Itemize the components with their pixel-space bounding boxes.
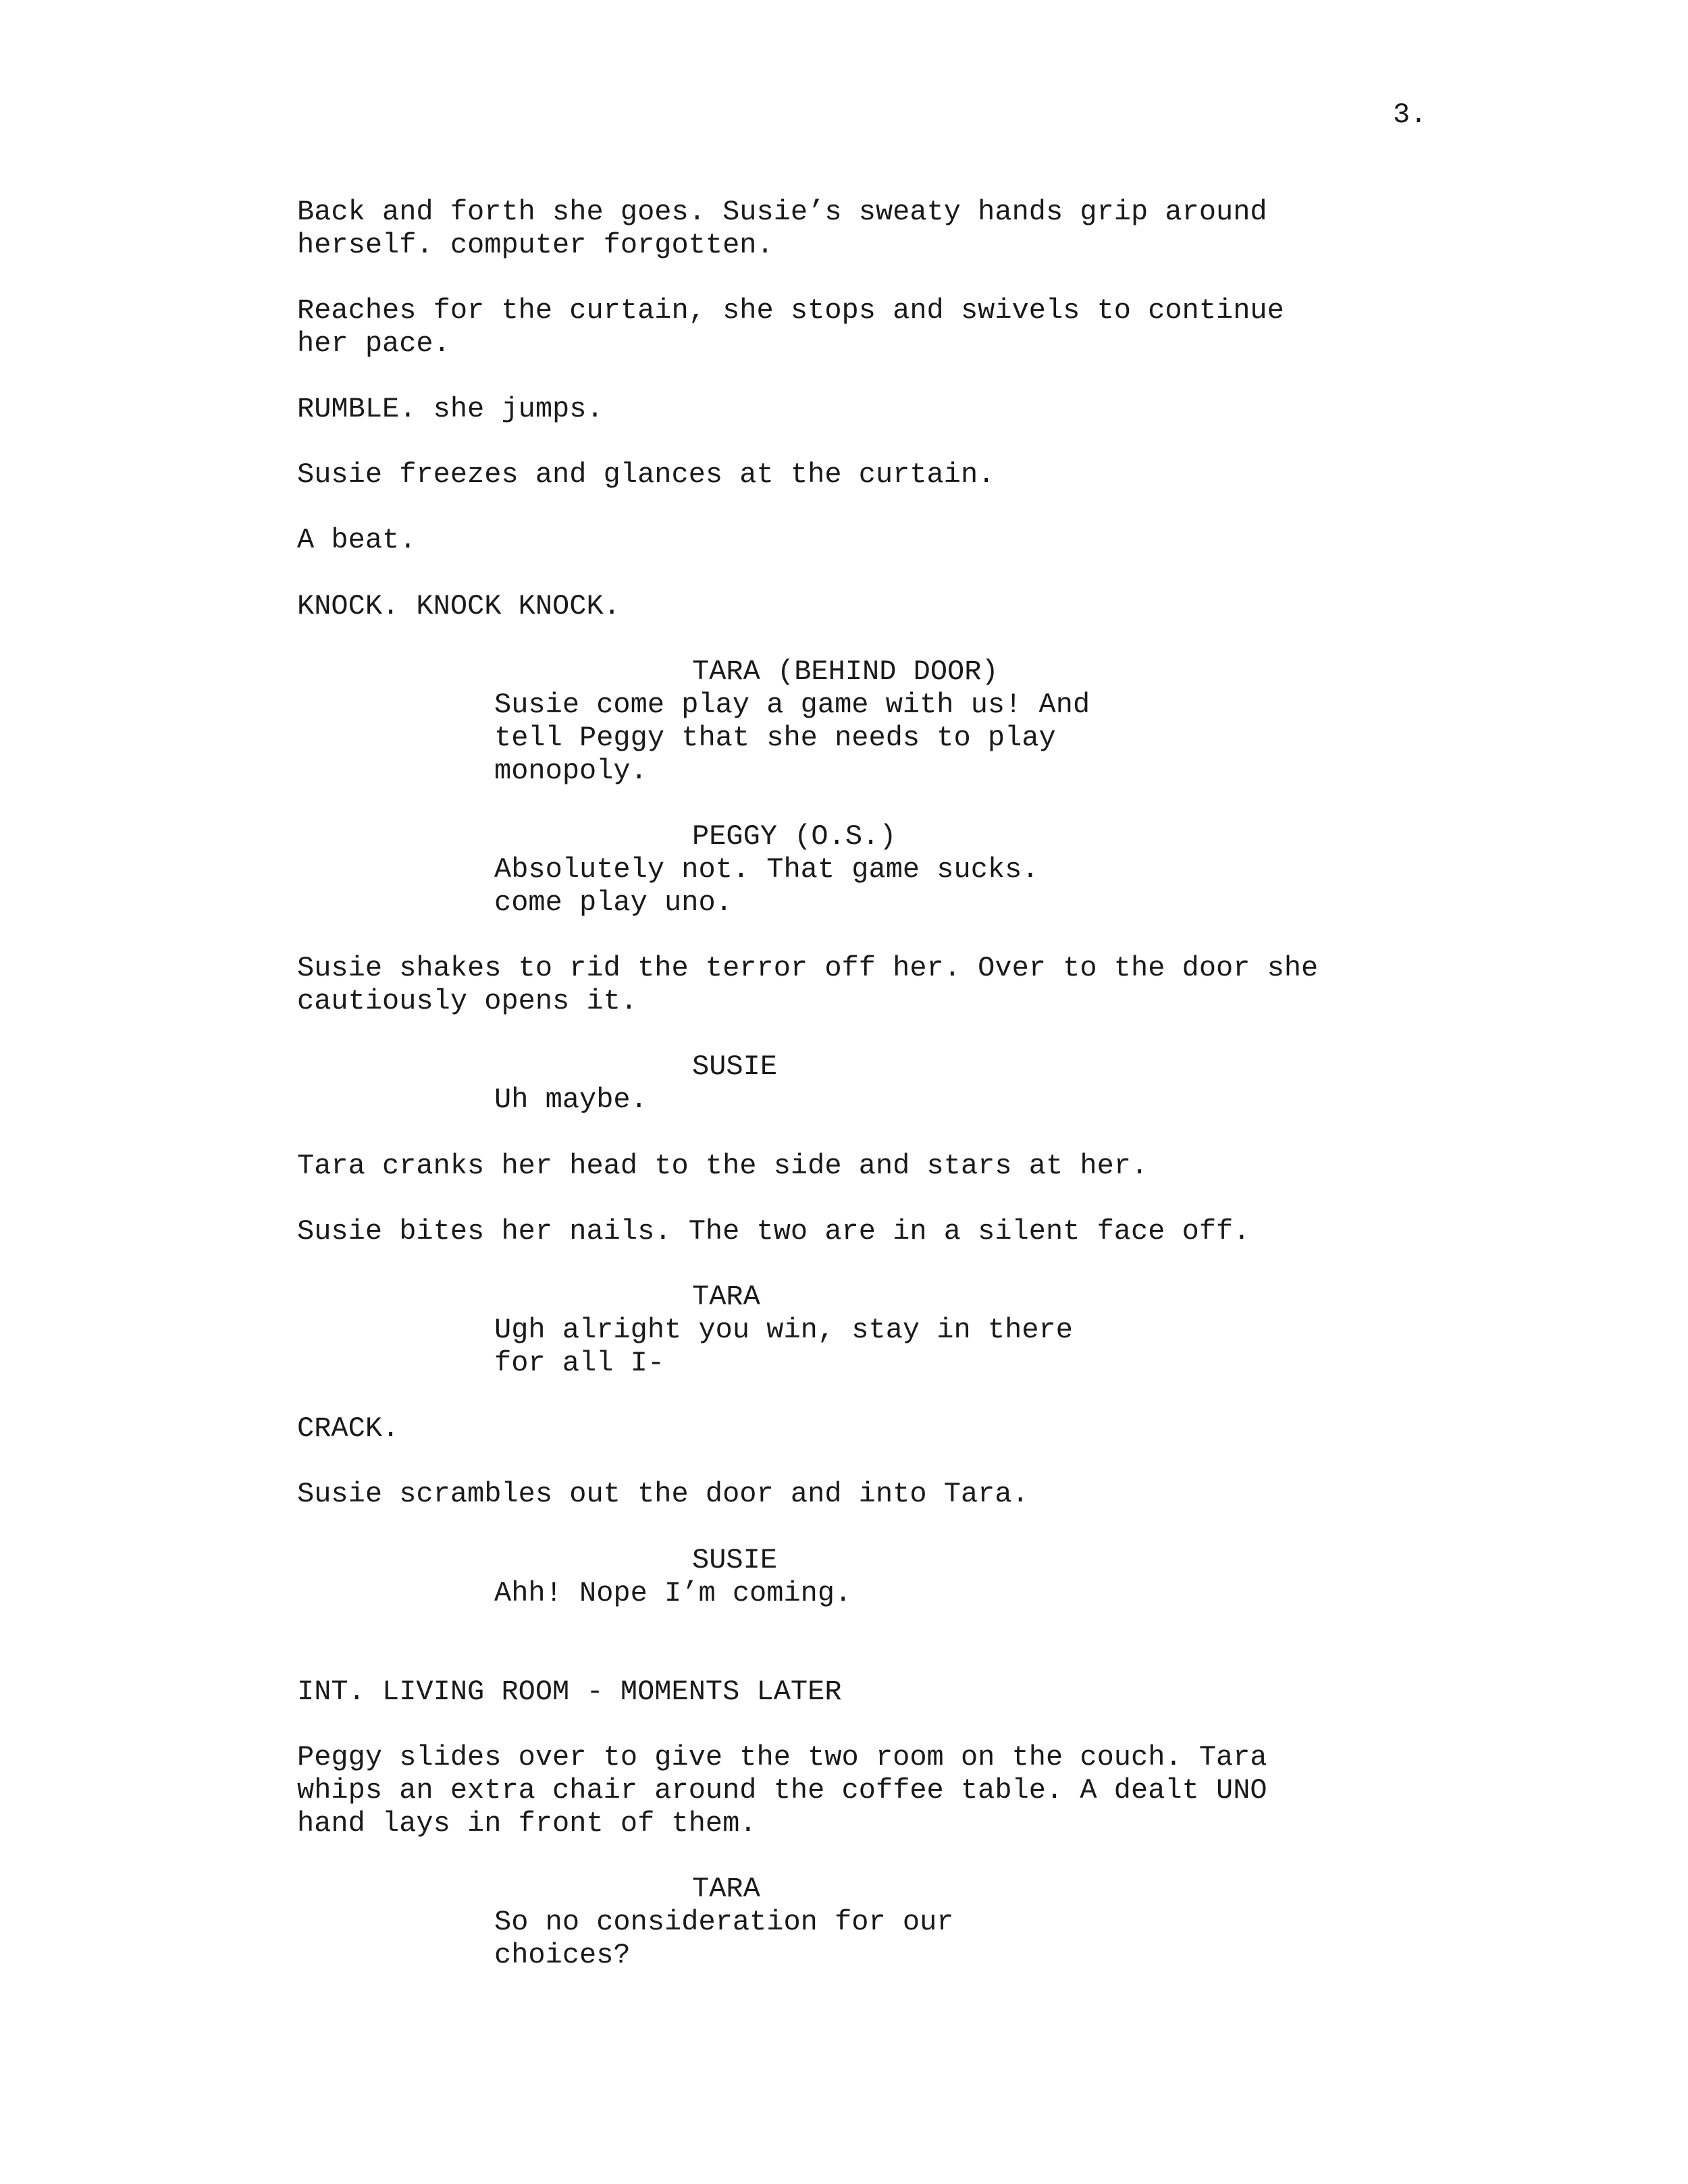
action-line: Susie shakes to rid the terror off her. Over to the door she [297,952,1319,984]
action-line: A beat. [297,524,417,556]
character-name: SUSIE [692,1544,778,1576]
action-line: RUMBLE. she jumps. [297,393,604,425]
action-line: Tara cranks her head to the side and stars at her. [297,1150,1149,1182]
action-line: hand lays in front of them. [297,1807,757,1840]
dialogue-line: come play uno. [494,886,733,919]
action-line: Reaches for the curtain, she stops and swivels to continue [297,294,1284,327]
scene-heading: INT. LIVING ROOM - MOMENTS LATER [297,1676,842,1708]
dialogue-line: Susie come play a game with us! And [494,689,1090,721]
dialogue-line: for all I- [494,1347,665,1379]
action-line: Susie freezes and glances at the curtain. [297,458,995,491]
action-line: cautiously opens it. [297,985,638,1017]
action-line: Peggy slides over to give the two room on the couch. Tara [297,1741,1267,1774]
dialogue-line: Ugh alright you win, stay in there [494,1314,1073,1346]
dialogue-line: Ahh! Nope I’m coming. [494,1577,852,1609]
dialogue-line: tell Peggy that she needs to play [494,722,1056,754]
dialogue-line: Uh maybe. [494,1084,648,1116]
character-name: PEGGY (O.S.) [692,820,897,853]
action-line: Susie scrambles out the door and into Tara. [297,1478,1029,1510]
action-line: her pace. [297,327,450,360]
character-name: SUSIE [692,1050,778,1083]
action-line: Back and forth she goes. Susie’s sweaty hands grip around [297,196,1267,228]
action-line: Susie bites her nails. The two are in a silent face off. [297,1215,1250,1248]
dialogue-line: So no consideration for our [494,1906,954,1938]
action-line: herself. computer forgotten. [297,229,774,261]
character-name: TARA (BEHIND DOOR) [692,656,999,688]
page-number: 3. [1393,99,1427,131]
character-name: TARA [692,1873,760,1905]
action-line: CRACK. [297,1412,400,1445]
character-name: TARA [692,1281,760,1313]
action-line: KNOCK. KNOCK KNOCK. [297,590,621,622]
dialogue-line: monopoly. [494,755,648,787]
dialogue-line: choices? [494,1939,631,1971]
action-line: whips an extra chair around the coffee table. A dealt UNO [297,1774,1267,1807]
dialogue-line: Absolutely not. That game sucks. [494,853,1039,886]
